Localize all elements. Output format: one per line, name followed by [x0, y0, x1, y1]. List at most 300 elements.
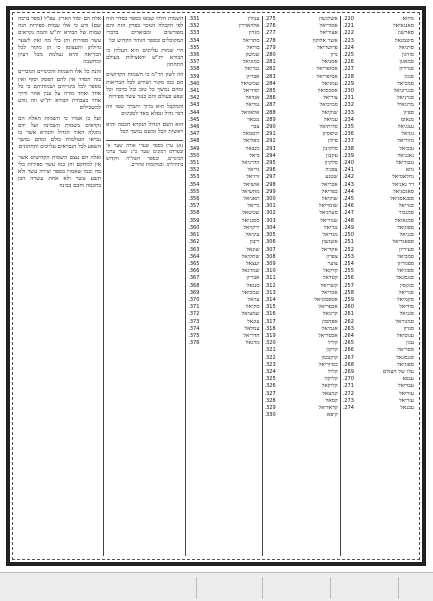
index-entry — [188, 153, 259, 160]
index-entry-term: סאגסגיאל — [393, 188, 414, 195]
index-entry — [265, 347, 338, 354]
index-entry-term: עראל — [247, 296, 260, 303]
index-entry — [343, 275, 414, 282]
index-entry-term: ספיון — [403, 109, 414, 116]
index-entry-number: 290. — [264, 124, 276, 131]
index-entry — [343, 210, 414, 217]
index-entry-number: 247. — [342, 210, 354, 217]
index-entry-number: 328. — [264, 397, 276, 404]
index-entry-term: שמעיאל — [241, 311, 260, 318]
index-entry — [265, 355, 338, 362]
commentary-paragraph: והמקבל הוא ברוך יתברך שמו וזה דבר גדול ונפלא מאד למבינים — [106, 104, 184, 118]
index-entry-number: 337. — [188, 59, 200, 66]
index-entry-number: 287. — [264, 102, 276, 109]
index-entry-term: צוריאל — [323, 95, 338, 102]
index-entry-term: אשלגשון — [319, 16, 338, 22]
index-entry-term: קסדאל — [322, 275, 338, 282]
index-entry-number: 300. — [264, 196, 276, 203]
index-entry-number: 237. — [342, 138, 354, 145]
index-entry-term: שמכיאל — [242, 289, 260, 296]
index-entry-term: אכדיאל — [321, 289, 338, 296]
index-entry-term: סנקסון — [399, 282, 414, 289]
index-entry-number: 266. — [342, 347, 354, 354]
index-entry-term: עזריאל — [399, 397, 414, 404]
index-entry — [188, 189, 259, 196]
index-entry — [188, 254, 259, 261]
index-entry — [343, 239, 414, 246]
index-entry — [188, 167, 259, 174]
index-entry-number: 222. — [342, 30, 354, 37]
index-entry-term: כפריאל — [321, 188, 338, 195]
index-entry — [265, 239, 338, 246]
index-entry-term: כסיוריאל — [318, 361, 338, 368]
index-entry-number: 250. — [342, 232, 354, 239]
index-entry-number: 357. — [188, 203, 200, 210]
index-entry-number: 342. — [188, 95, 200, 102]
index-entry-term: ססריאל — [397, 347, 414, 354]
index-entry-number: 270. — [342, 376, 354, 383]
index-entry-number: 373. — [188, 318, 200, 325]
index-entry — [343, 283, 414, 290]
index-entry — [343, 174, 414, 181]
index-entry-term: סעיריון — [399, 246, 414, 253]
index-entry-number: 339. — [188, 73, 200, 80]
index-entry — [343, 218, 414, 225]
index-entry-number: 233. — [342, 109, 354, 116]
margin-divider — [330, 577, 331, 599]
index-entry — [265, 196, 338, 203]
index-entry-term: סמגוראל — [395, 318, 414, 325]
index-entry-term: אכריאל — [321, 181, 338, 188]
index-entry-number: 366. — [188, 268, 200, 275]
index-list — [188, 16, 259, 347]
index-entry-term: אצוריאל — [319, 30, 338, 37]
index-entry — [188, 66, 259, 73]
index-entry-number: 326. — [264, 383, 276, 390]
index-entry — [188, 333, 259, 340]
index-entry-number: 364. — [188, 253, 200, 260]
index-entry — [265, 333, 338, 340]
index-entry-number: 249. — [342, 224, 354, 231]
index-entry-number: 272. — [342, 390, 354, 397]
index-entry-number: 297. — [264, 174, 276, 181]
index-entry-number: 334. — [188, 37, 200, 44]
index-entry-number: 291. — [264, 131, 276, 138]
index-list — [265, 16, 338, 419]
index-entry-number: 279. — [264, 44, 276, 51]
index-entry-term: אלאוואל — [241, 109, 260, 116]
text-paragraph: אלה הם יסוד הארץ. עפ"ל (ספר ברכה שם) ודע כי אלו שמות ספירות הנה שמות של הבורא ית"ש והמה נקראים עשר ספירות והן בלי מה ואין לשער גדולתן ותעצומן כי הן מקור לכל הבריאה והיא נעלמת מכל רעיון ומחשבה — [18, 16, 102, 66]
index-entry — [343, 247, 414, 254]
index-entry-term: עמניאל — [322, 80, 338, 87]
index-entry-term: קליקה — [324, 376, 338, 383]
index-entry-term: ספגאסגיאל — [390, 196, 414, 203]
index-entry-term: ירקויאל — [243, 224, 260, 231]
index-entry — [265, 297, 338, 304]
index-entry-term: יעצאל — [245, 260, 260, 267]
index-entry-number: 354. — [188, 181, 200, 188]
index-entry-term: שומריאל — [318, 203, 338, 210]
index-entry-number: 356. — [188, 196, 200, 203]
index-entry-term: רוסמאל — [242, 131, 260, 138]
index-entry-number: 316. — [264, 311, 276, 318]
index-entry-number: 351. — [188, 160, 200, 167]
index-entry — [265, 38, 338, 45]
index-entry-number: 244. — [342, 188, 354, 195]
index-entry-term: עקבון — [326, 152, 338, 159]
index-entry-term: סורגון — [401, 52, 414, 59]
index-entry-number: 317. — [264, 318, 276, 325]
index-entry-term: זרזיאל — [246, 174, 260, 181]
index-entry — [188, 182, 259, 189]
index-entry — [188, 95, 259, 102]
index-entry-term: בדיאל — [246, 44, 260, 51]
index-entry — [343, 167, 414, 174]
index-entry — [188, 110, 259, 117]
index-entry-number: 286. — [264, 95, 276, 102]
index-entry-term: נגבוריאל — [396, 160, 414, 167]
index-entry-term: גריאל — [247, 203, 260, 210]
index-entry-number: 310. — [264, 268, 276, 275]
index-entry-term: נעגגיאל — [397, 124, 414, 131]
index-entry — [343, 290, 414, 297]
index-entry-number: 240. — [342, 160, 354, 167]
index-entry — [265, 23, 338, 30]
index-entry-term: יסודיאל — [243, 88, 260, 95]
index-entry — [343, 261, 414, 268]
index-entry-number: 329. — [264, 404, 276, 411]
index-entry-term: אושיאל — [243, 181, 260, 188]
index-entry-number: 252. — [342, 246, 354, 253]
index-entry-term: אספסוניאל — [314, 296, 338, 303]
index-entry-term: סגדריון — [399, 66, 414, 73]
index-entry-term: שמשיאל — [240, 80, 260, 87]
index-entry-term: קדקון — [326, 347, 338, 354]
index-entry-number: 331. — [188, 16, 200, 22]
index-entry-number: 374. — [188, 325, 200, 332]
index-entry — [343, 23, 414, 30]
index-entry-number: 255. — [342, 268, 354, 275]
index-entry-number: 259. — [342, 296, 354, 303]
index-entry — [188, 268, 259, 275]
index-entry-number: 229. — [342, 80, 354, 87]
index-entry-number: 260. — [342, 304, 354, 311]
index-entry — [188, 210, 259, 217]
index-entry-term: סקמיאל — [397, 296, 414, 303]
index-entry — [265, 189, 338, 196]
index-entry-term: נגבאר — [247, 116, 260, 123]
index-entry-term: אפחסון — [322, 318, 338, 325]
index-entry — [188, 290, 259, 297]
text-paragraph: ועל כן אמרו כי השמות האלה הם נקראים בשמות השכינה ועל ידם נתגלה האור הגדול והנורא אשר בו נבראו העולמות כולם ומהם נמשך השפע לכל הנבראים עליונים ותחתונים — [18, 115, 102, 151]
index-entry-term: ספאגדיאל — [392, 239, 414, 246]
index-entry-number: 257. — [342, 282, 354, 289]
index-entry-term: סגרניאל — [396, 95, 414, 102]
index-entry-term: עלו של העולם — [382, 368, 414, 375]
index-entry-term: שוקיאל — [321, 196, 338, 203]
index-entry-number: 289. — [264, 116, 276, 123]
index-entry-term: אבריון — [246, 73, 260, 80]
index-entry — [343, 59, 414, 66]
index-entry — [188, 124, 259, 131]
index-entry-term: סערניאל — [319, 210, 338, 217]
index-entry-term: שמשאל — [242, 210, 260, 217]
index-entry — [343, 189, 414, 196]
index-column-2 — [263, 16, 340, 556]
index-entry-term: סנגסגאל — [396, 275, 414, 282]
index-entry — [265, 275, 338, 282]
index-entry-number: 263. — [342, 325, 354, 332]
index-entry — [265, 232, 338, 239]
index-entry-term: סאנגאיאל — [392, 23, 414, 30]
index-entry — [265, 59, 338, 66]
index-entry-number: 251. — [342, 239, 354, 246]
index-entry-term: סמכיאל — [397, 253, 414, 260]
index-entry-term: גבריאל — [244, 66, 260, 73]
index-entry-number: 313. — [264, 289, 276, 296]
index-entry-number: 238. — [342, 145, 354, 152]
index-entry-number: 322. — [264, 354, 276, 361]
index-entry — [343, 30, 414, 37]
index-entry — [265, 16, 338, 23]
index-entry — [265, 383, 338, 390]
index-entry-term: קליל — [328, 368, 338, 375]
index-entry-term: סגדיאל — [398, 203, 414, 210]
index-entry — [188, 45, 259, 52]
index-entry — [265, 376, 338, 383]
commentary-paragraph: הוא השם הגדול הנקרא חכמה והיא ראשית הכל ומשם נמשך הכל — [106, 121, 184, 135]
index-entry-number: 348. — [188, 138, 200, 145]
index-entry-term: אכסריאל — [318, 332, 338, 339]
index-entry-number: 296. — [264, 167, 276, 174]
index-entry — [188, 81, 259, 88]
index-entry-number: 369. — [188, 289, 200, 296]
footnote: (א) עיין בספר שערי אורה שער א' ובפרדס רמונים שער כ"ג שער ערכי הכינויים, ובספר השל"ה הקדוש בתחילתו, ובמקומות אחרים. — [106, 140, 183, 169]
index-entry — [265, 88, 338, 95]
index-entry-term: סמגבור — [398, 210, 414, 217]
index-entry-term: מגדיאל — [322, 232, 338, 239]
index-entry — [188, 117, 259, 124]
index-entry-number: 363. — [188, 246, 200, 253]
index-entry — [343, 196, 414, 203]
index-entry-number: 299. — [264, 188, 276, 195]
index-entry-number: 303. — [264, 217, 276, 224]
index-entry — [188, 23, 259, 30]
index-entry — [343, 369, 414, 376]
index-entry-number: 236. — [342, 131, 354, 138]
index-entry-number: 314. — [264, 296, 276, 303]
index-entry-term: שתקיאל — [241, 253, 260, 260]
index-entry — [265, 203, 338, 210]
index-entry — [265, 268, 338, 275]
index-entry — [188, 304, 259, 311]
index-entry-term: דר נאגיאל — [392, 181, 414, 188]
index-entry-term: הדריאל — [243, 332, 260, 339]
index-entry-number: 225. — [342, 52, 354, 59]
index-entry-number: 355. — [188, 188, 200, 195]
index-entry — [265, 290, 338, 297]
index-entry — [265, 218, 338, 225]
index-entry-term: ספוגואל — [397, 224, 414, 231]
index-entry-term: אכפריאל — [318, 304, 338, 311]
index-entry — [343, 362, 414, 369]
index-entry — [265, 319, 338, 326]
index-entry — [343, 398, 414, 405]
index-entry-number: 224. — [342, 44, 354, 51]
index-entry-term: קליקאל — [321, 383, 338, 390]
index-entry-term: נגדיאל — [323, 224, 338, 231]
index-entry — [188, 131, 259, 138]
index-entry — [265, 412, 338, 419]
index-entry-number: 292. — [264, 138, 276, 145]
index-entry-number: 228. — [342, 73, 354, 80]
index-entry-term: שמרגאל — [241, 268, 260, 275]
index-entry-number: 243. — [342, 181, 354, 188]
index-entry-number: 276. — [264, 23, 276, 30]
index-entry — [265, 210, 338, 217]
index-entry-term: נהוריאל — [397, 138, 414, 145]
index-entry-number: 298. — [264, 181, 276, 188]
index-entry-term: הדרניאל — [241, 160, 260, 167]
index-entry — [188, 239, 259, 246]
index-entry-term: סמגאיאל — [394, 217, 414, 224]
index-entry-term: אבריון — [246, 275, 260, 282]
index-entry — [343, 182, 414, 189]
index-entry-term: שגזריאל — [320, 217, 338, 224]
index-entry-number: 275. — [264, 16, 276, 22]
page-columns — [16, 16, 416, 556]
index-entry — [343, 16, 414, 23]
index-column-3 — [186, 16, 261, 556]
index-entry — [343, 405, 414, 412]
index-entry-term: קדקאל — [323, 268, 338, 275]
index-entry-number: 283. — [264, 73, 276, 80]
index-entry-term: סגדון — [403, 325, 414, 332]
index-entry — [343, 74, 414, 81]
index-entry — [343, 311, 414, 318]
index-entry — [188, 88, 259, 95]
index-entry-term: טיפסיון — [322, 131, 338, 138]
index-entry-number: 226. — [342, 59, 354, 66]
index-entry — [265, 340, 338, 347]
index-entry-term: שוקיאל — [321, 109, 338, 116]
text-paragraph: ואלה הם עצם השמות הקדושים אשר אין למחקם והן כמו עשר ספירות בלי מה וכמו שאמרו בספר יצירה עשר ולא תשע עשר ולא אחת עשרה הבן בחכמה וחכם בבינה — [18, 154, 102, 190]
index-entry-term: אגמיאל — [321, 325, 338, 332]
index-entry-term: עגוסיאל — [396, 332, 414, 339]
index-entry — [188, 74, 259, 81]
index-entry-number: 367. — [188, 275, 200, 282]
index-entry — [343, 45, 414, 52]
index-entry-term: קוקבטון — [321, 354, 338, 361]
index-entry-term: סליתיאל — [319, 124, 338, 131]
index-entry-term: סנגון — [404, 73, 414, 80]
index-entry-number: 323. — [264, 361, 276, 368]
index-entry — [265, 138, 338, 145]
index-entry-term: עמלאל — [244, 325, 260, 332]
index-entry-term: עמיאל — [323, 116, 338, 123]
index-entry — [265, 167, 338, 174]
index-entry-term: קליל — [328, 340, 338, 347]
page-frame — [6, 6, 426, 566]
index-entry-number: 346. — [188, 124, 200, 131]
index-entry — [343, 131, 414, 138]
commentary-column — [104, 16, 185, 556]
index-entry-number: 246. — [342, 203, 354, 210]
index-entry-number: 262. — [342, 318, 354, 325]
index-entry-term: סגניאל — [399, 311, 414, 318]
index-entry — [265, 182, 338, 189]
index-entry-number: 293. — [264, 145, 276, 152]
index-entry-number: 242. — [342, 174, 354, 181]
index-entry — [188, 326, 259, 333]
index-entry-number: 368. — [188, 282, 200, 289]
index-entry-term: סגנסגאל — [396, 354, 414, 361]
index-entry-number: 375. — [188, 332, 200, 339]
index-entry-number: 304. — [264, 224, 276, 231]
index-entry — [343, 203, 414, 210]
index-entry — [265, 160, 338, 167]
index-entry-term: נוזא — [405, 167, 414, 174]
index-entry-number: 239. — [342, 152, 354, 159]
index-entry — [265, 102, 338, 109]
index-entry-number: 324. — [264, 368, 276, 375]
index-entry-number: 265. — [342, 340, 354, 347]
index-entry-number: 241. — [342, 167, 354, 174]
index-entry — [343, 376, 414, 383]
index-entry-term: סנגרוניאל — [393, 88, 414, 95]
index-entry — [188, 311, 259, 318]
index-entry — [343, 347, 414, 354]
index-entry — [343, 383, 414, 390]
index-entry-term: קרגואל — [322, 311, 338, 318]
index-entry-number: 271. — [342, 383, 354, 390]
index-entry-term: צפרון — [326, 253, 338, 260]
index-entry — [265, 66, 338, 73]
index-entry — [265, 45, 338, 52]
index-entry-number: 371. — [188, 304, 200, 311]
index-entry-number: 277. — [264, 30, 276, 37]
index-entry-term: מנבאר — [245, 145, 260, 152]
index-entry — [188, 16, 259, 23]
index-entry-term: עזריאל — [399, 390, 414, 397]
index-entry-number: 306. — [264, 239, 276, 246]
index-entry-term: קמעאל — [322, 390, 338, 397]
index-entry — [343, 102, 414, 109]
index-entry-number: 254. — [342, 260, 354, 267]
margin-divider — [196, 577, 197, 599]
index-entry-term: ספוגיאל — [397, 268, 414, 275]
index-entry-number: 318. — [264, 325, 276, 332]
index-entry-number: 234. — [342, 116, 354, 123]
index-entry-term: סמיכיאל — [319, 102, 338, 109]
index-entry-term: סלקינון — [322, 145, 338, 152]
index-entry — [343, 95, 414, 102]
index-entry — [265, 304, 338, 311]
index-entry-term: מנאוס — [400, 116, 414, 123]
index-entry — [265, 225, 338, 232]
index-entry-number: 319. — [264, 332, 276, 339]
index-entry — [188, 218, 259, 225]
index-entry-term: מדגאל — [245, 340, 260, 347]
index-entry-number: 285. — [264, 88, 276, 95]
index-entry-term: אסניאל — [321, 59, 338, 66]
index-entry-term: סודיאל — [399, 304, 414, 311]
index-entry-term: סתריאל — [242, 37, 260, 44]
index-entry — [343, 391, 414, 398]
index-entry-term: מחשיאל — [241, 188, 260, 195]
index-entry-term: אלהאדרין — [238, 23, 260, 30]
index-entry — [188, 203, 259, 210]
